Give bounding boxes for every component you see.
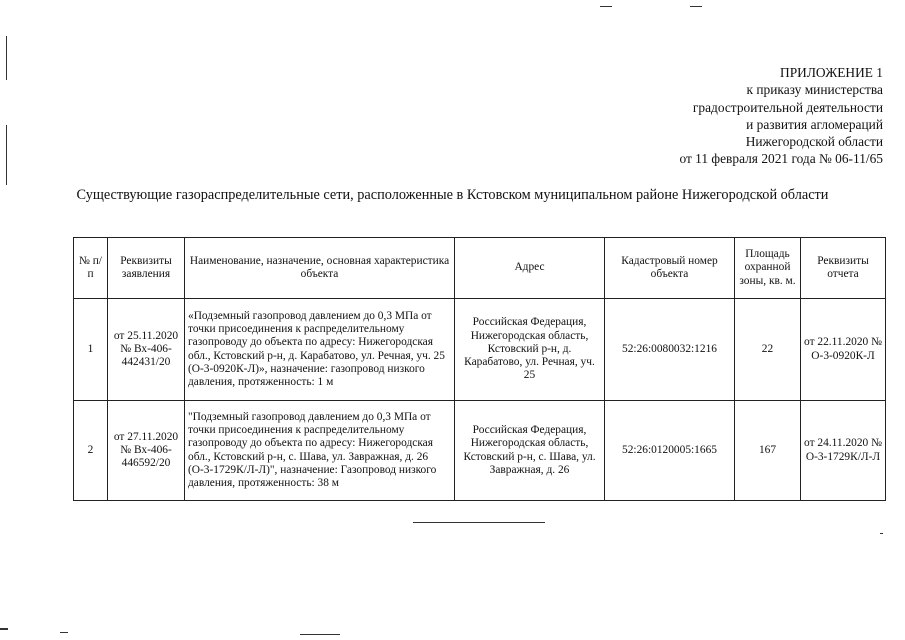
scan-artifact [0,628,8,630]
appendix-line: и развития агломераций [746,116,883,132]
document-title: Существующие газораспределительные сети, расположенные в Кстовском муниципальном районе Нижегородской области [76,187,829,203]
scan-artifact [600,6,612,7]
scan-artifact [6,125,7,185]
appendix-line: градостроительной деятельности [692,99,883,115]
table-header-row [74,238,886,299]
appendix-block [523,64,883,168]
cell-area: 167 [735,401,801,501]
header-object-name: Наименование, назначение, основная характеристика объекта [185,238,455,299]
cell-object-name: "Подземный газопровод давлением до 0,3 МПа от точки присоединения к распределительному газопроводу до объекта по адресу: Нижегородская обл., Кстовский р-н, с. Шава, ул. Завражная, д. 26 (О-3-1729К/Л-Л)", назначение: Газопровод низкого давления, протяженность: 38 м [185,401,455,501]
header-area: Площадь охранной зоны, кв. м. [735,238,801,299]
gas-network-table [73,237,886,501]
appendix-line: к приказу министерства [746,82,883,98]
scan-artifact [690,6,702,7]
scan-artifact [6,36,7,80]
header-report: Реквизиты отчета [801,238,886,299]
appendix-line: ПРИЛОЖЕНИЕ 1 [780,65,883,80]
cell-number: 1 [74,299,108,401]
header-cadastral: Кадастровый номер объекта [605,238,735,299]
scan-artifact [880,533,883,534]
cell-application: от 25.11.2020 № Вх-406-442431/20 [108,299,185,401]
footer-divider [413,522,545,523]
table-row [74,299,886,401]
cell-application: от 27.11.2020 № Вх-406-446592/20 [108,401,185,501]
cell-address: Российская Федерация, Нижегородская область, Кстовский р-н, с. Шава, ул. Завражная, д. 26 [455,401,605,501]
cell-object-name: «Подземный газопровод давлением до 0,3 МПа от точки присоединения к распределительному газопроводу до объекта по адресу: Нижегородская обл., Кстовский р-н, д. Карабатово, ул. Речная, уч. 25 (О-3-0920К-Л)», назначение: газопровод низкого давления, протяженность: 1 м [185,299,455,401]
header-address: Адрес [455,238,605,299]
scan-artifact [300,634,340,635]
appendix-line: Нижегородской области [745,134,883,150]
cell-number: 2 [74,401,108,501]
header-application: Реквизиты заявления [108,238,185,299]
cell-report: от 22.11.2020 № О-3-0920К-Л [801,299,886,401]
cell-area: 22 [735,299,801,401]
cell-cadastral: 52:26:0120005:1665 [605,401,735,501]
header-number: № п/п [74,238,108,299]
table-row [74,401,886,501]
cell-report: от 24.11.2020 № О-3-1729К/Л-Л [801,401,886,501]
appendix-line: от 11 февраля 2021 года № 06-11/65 [679,151,883,167]
cell-cadastral: 52:26:0080032:1216 [605,299,735,401]
cell-address: Российская Федерация, Нижегородская область, Кстовский р-н, д. Карабатово, ул. Речная, уч. 25 [455,299,605,401]
scan-artifact [60,632,68,633]
